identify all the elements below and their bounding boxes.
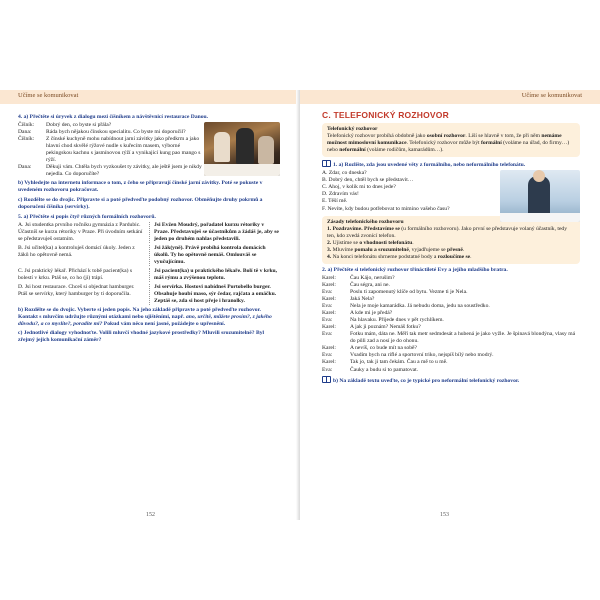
rules-title: Zásady telefonického rozhovoru [327, 218, 404, 225]
task-2a: 2. a) Přečtěte si telefonický rozhovor třináctileté Evy a jejího mladšího bratra. [322, 266, 508, 273]
right-page-content [322, 112, 580, 386]
page-number: 152 [146, 512, 155, 518]
task-4a: 4. a) Přečtěte si úryvek z dialogu mezi číšníkem a návštěvnicí restaurace Danou. [18, 114, 209, 120]
dialog-line: Karel: Čau Kájo, nerušim? [322, 274, 395, 281]
info-box-title: Telefonický rozhovor [327, 126, 378, 133]
task-4b: b) Vyhledejte na internetu informace o tom, z čeho se připravují čínské jarní závitky. Poté se pokuste v uvedeném rozhovoru pokračovat. [18, 180, 263, 194]
dialog-line: Dana: Ráda bych nějakou čínskou specialitu. Co byste mi doporučil? [18, 129, 186, 136]
task-5b: b) Rozdělte se do dvojic. Vyberte si jeden popis. Na jeho základě připravte a poté předveďte rozhovor. Kontakt s mluvčím udržujte různými otázkami nebo ujištěními, např. ano, určitě, můžete prosím?, z jakého důvodu?, a co myslíte?, poradíte mi? Pokud vám něco není jasné, požádejte o upřesnění. [18, 307, 272, 328]
dialog-line: Eva: Vsadím bych na riflé a sportovní triko, nejspíš bílý nebo modrý. [322, 352, 494, 359]
dialog-line: Karel: A jak ji poznám? Nemáš fotku? [322, 324, 421, 331]
section-title: C. TELEFONICKÝ ROZHOVOR [322, 110, 449, 120]
running-header: Učíme se komunikovat [521, 92, 582, 99]
textbook-spread [0, 90, 600, 520]
restaurant-photo [204, 122, 280, 176]
dialog-line: Karel: Čau ségra, ani ne. [322, 281, 390, 288]
role-row: C. Jsi praktický lékař. Přichází k tobě pacient(ka) s bolestí v krku. Ptáš se, co ho (ji) trápí. Jsi pacient(ka) u praktického lékaře. Bolí tě v krku, máš rýmu a zvýšenou teplotu. [18, 268, 280, 282]
left-page [0, 90, 300, 520]
dialog-line: Karel: A nevíš, co bude mít na sobě? [322, 345, 417, 352]
role-row: D. Jsi host restaurace. Chceš si objednat hamburger. Ptáš se servírky, který hamburger by ti doporučila. Jsi servírka. Hostovi nabídneš Portobello burger. Obsahuje houbí maso, sýr čedar, rajčata a omáčku. Zeptáš se, zda si host přeje i hranolky. [18, 284, 280, 305]
dialog-line: Číšník: Dobrý den, co byste si přála? [18, 122, 112, 129]
task-1a: 1. a) Rozlište, zda jsou uvedené věty z formálního, nebo neformálního telefonátu. [322, 160, 580, 169]
sentence-item: E. Těší mě. [322, 198, 348, 205]
dialog-line: Karel: Tak jo, tak ji tam čekám. Čau a mě to u mě. [322, 359, 448, 366]
page-number: 153 [440, 512, 449, 518]
dialog-line: Dana: Děkuji vám. Chtěla bych vyzkoušet ty závitky, ale ještě jsem je nikdy nejedla. Co doporučíte? [18, 164, 202, 178]
sentence-item: F. Nevíte, kdy budou potřebovat to mimino vašeho času? [322, 205, 450, 212]
dialog-line: Eva: Čauky a budu si to pamatovat. [322, 366, 419, 373]
sentence-list [322, 170, 580, 212]
dialog-line: Eva: Poslu ti zapomenutý klíče od bytu. Vezme ti je Nela. [322, 288, 468, 295]
example-phrases: ano, určitě, můžete prosím?, z jakého důvodu?, a co myslíte?, poradíte mi? [18, 314, 272, 328]
phone-call-photo [500, 170, 580, 222]
dialog-line: Karel: A kde mi je předá? [322, 310, 393, 317]
left-page-content [18, 112, 280, 345]
dialog-line: Eva: Nela je moje kamarádka. Já nebudu doma, jedu na soustředko. [322, 303, 490, 310]
info-box [322, 123, 580, 157]
rule-item: 4. Na konci telefonátu shrneme podstatné body a rozloučíme se. [327, 253, 472, 260]
book-icon [322, 376, 331, 383]
rule-item: 2. Ujistíme se o vhodnosti telefonátu. [327, 239, 414, 246]
info-box-text: Telefonický rozhovor probíhá obdobně jako osobní rozhovor. Liší se hlavně v tom, že při něm nemáme možnost mimoslovní komunikace. Telefonický rozhovor může být formální (voláme na úřad, do firmy…) nebo neformální (voláme rodičům, kamarádům…). [327, 133, 570, 154]
dialog-line: Karel: Jaká Nela? [322, 296, 375, 303]
sentence-item: D. Zdravím vás! [322, 191, 359, 198]
sentence-item: B. Dobrý den, chtěl bych se představit… [322, 177, 414, 184]
sentence-item: A. Zdar, co dneska? [322, 170, 367, 177]
rule-item: 3. Mluvíme pomalu a srozumitelně, vyjadřujeme se přesně. [327, 246, 465, 253]
task-5c: c) Jednotlivé dialogy vyhodnoťte. Volili mluvčí vhodné jazykové prostředky? Mluvili srozumitelně? Byl zřejmý jejich komunikační záměr? [18, 330, 265, 344]
task-4c: c) Rozdělte se do dvojic. Připravte si a poté předveďte podobný rozhovor. Obměňujte druhy pokrmů a doporučení číšníka (servírky). [18, 196, 263, 210]
sentence-item: C. Ahoj, v kolik mi to dnes jede? [322, 184, 396, 191]
restaurant-dialog [18, 122, 280, 178]
right-page [300, 90, 600, 520]
book-icon [322, 160, 331, 167]
dialog-line: Číšník: Z čínské kuchyně mohu nabídnout jarní závitky jako předkrm a jako hlavní chod skvělé rýžové nudle s kuřecím masem, výborné pekingskou kachnu s jasmínovou rýží a vynikající kung pao mango s rýží. [18, 136, 201, 164]
role-descriptions [18, 222, 280, 306]
role-row: B. Jsi učitel(ka) a kontroluješ domácí úkoly. Jeden z žáků ho opětovně nemá. Jsi žák(yně). Právě probíhá kontrola domácích úkolů. Ty ho opětovně nemáš. Omlouváš se vyučujícímu. [18, 245, 280, 266]
dialog-line: Eva: Fotku mám, dáta ne. Měří tak metr sedmdesát a hubená je jako vyžle. Je špinavá blondýna, vlasy má do půli zad a nosí je do ohonu. [322, 331, 576, 345]
task-2b: b) Na základě textu uveďte, co je typické pro neformální telefonický rozhovor. [322, 376, 580, 385]
rules-box [322, 216, 580, 264]
phone-dialog [322, 275, 580, 374]
role-row: A. Jsi studentka prvního ročníku gymnázia z Pardubic. Účastníš se kurzu rétoriky v Praze. Při úvodním setkání se představuješ ostatním. Jsi Evžen Moudrý, pořadatel kurzu rétoriky v Praze. Představuješ se účastníkům a žádáš je, aby se jeden po druhém nahlas představili. [18, 221, 279, 242]
dialog-line: Eva: Na hlavaku. Přijede dnes v pět rychlíkem. [322, 317, 444, 324]
rule-item: 1. Pozdravíme. Představíme se (u formálního rozhovoru). Jako první se představuje volaný účastník, tedy ten, kdo zvedá zvonící telefon. [327, 225, 568, 239]
task-5a: 5. a) Přečtěte si popis čtyř různých formálních rozhovorů. [18, 213, 156, 220]
running-header: Učíme se komunikovat [18, 92, 79, 99]
